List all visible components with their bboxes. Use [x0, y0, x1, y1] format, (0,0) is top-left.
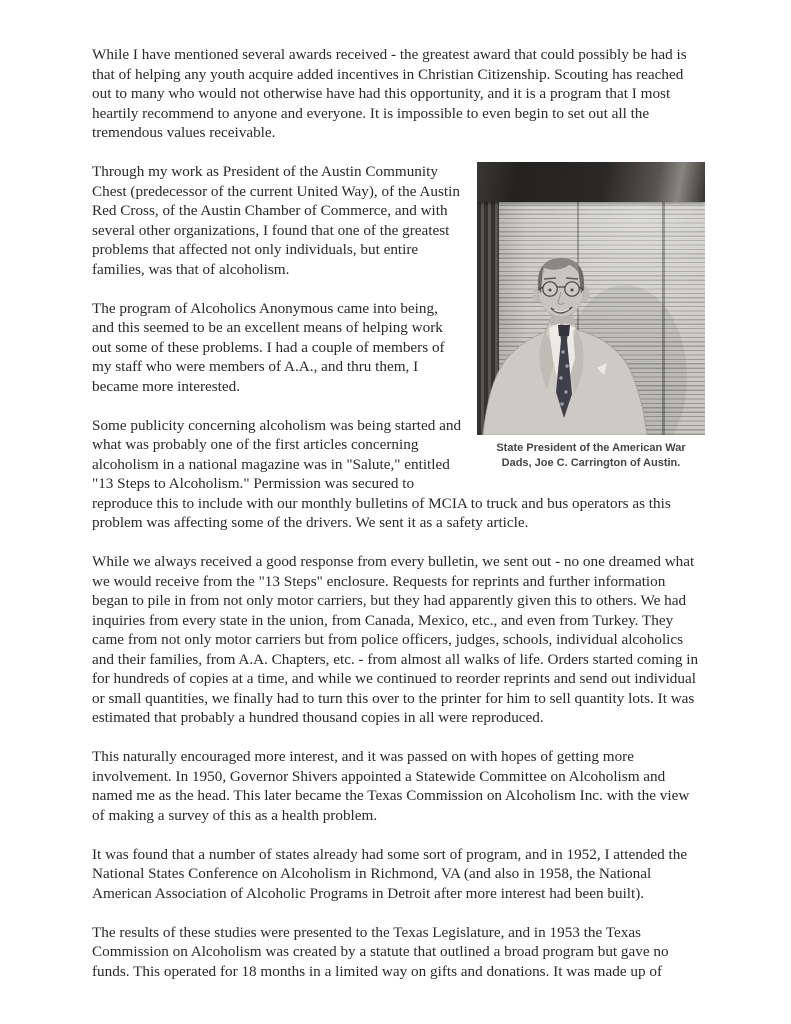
portrait-photo — [477, 162, 705, 435]
photo-caption — [477, 441, 705, 471]
photo-caption-line: State President of the American War — [496, 442, 686, 454]
paragraph-texas-commission: The results of these studies were presented to the Texas Legislature, and in 1953 the Texas Commission on Alcoholism was created by a statute that outlined a broad program but gave no funds. This operated for 18 months in a limited way on gifts and donations. It was made up of — [92, 923, 669, 980]
paragraph-community-chest: Through my work as President of the Austin Community Chest (predecessor of the current United Way), of the Austin Red Cross, of the Austin Chamber of Commerce, and with several other organizations, I found that one of the greatest problems that affected not only individuals, but entire families, was that of alcoholism. — [92, 163, 460, 278]
paragraph-statewide-committee: This naturally encouraged more interest, and it was passed on with hopes of getting more involvement. In 1950, Governor Shivers appointed a Statewide Committee on Alcoholism and named me as the head. This later became the Texas Commission on Alcoholism Inc. with the view of making a survey of this as a health problem. — [92, 748, 690, 824]
photo-figure — [477, 162, 705, 471]
paragraph-awards: While I have mentioned several awards received - the greatest award that could possibly be had is that of helping any youth acquire added incentives in Christian Citizenship. Scouting has reached out to many who would not otherwise have had this opportunity, and it is a program that I most heartily recommend to anyone and everyone. It is impossible to even begin to set out all the tremendous values receivable. — [92, 46, 687, 141]
man-in-suit-illustration — [477, 162, 705, 435]
photo-caption-line: Dads, Joe C. Carrington of Austin. — [501, 457, 681, 469]
paragraph-salute-article: Some publicity concerning alcoholism was being started and what was probably one of the first articles concerning alcoholism in a national magazine was in "Salute," entitled "13 Steps to Alcoholism." Permission was secured to reproduce this to include with our monthly bulletins of MCIA to truck and bus operators as this problem was affecting some of the drivers. We sent it as a safety article. — [92, 416, 671, 531]
paragraph-conferences: It was found that a number of states already had some sort of program, and in 1952, I attended the National States Conference on Alcoholism in Richmond, VA (and also in 1958, the National American Association of Alcoholic Programs in Detroit after more interest had been built). — [92, 845, 688, 902]
paragraph-alcoholics-anonymous: The program of Alcoholics Anonymous came into being, and this seemed to be an excellent means of helping work out some of these problems. I had a couple of members of my staff who were members of A.A., and thru them, I became more interested. — [92, 299, 445, 395]
paragraph-reprints: While we always received a good response from every bulletin, we sent out - no one dreamed what we would receive from the "13 Steps" enclosure. Requests for reprints and further information began to pile in from not only motor carriers, but they had apparently given this to others. We had inquiries from every state in the union, from Canada, Mexico, etc., and even from Turkey. They came from not only motor carriers but from police officers, judges, schools, individual alcoholics and their families, from A.A. Chapters, etc. - from almost all walks of life. Orders started coming in for hundreds of copies at a time, and while we continued to reorder reprints and send out individual or small quantities, we finally had to turn this over to the printer for him to sell quantity lots. It was estimated that probably a hundred thousand copies in all were reproduced. — [92, 553, 699, 726]
